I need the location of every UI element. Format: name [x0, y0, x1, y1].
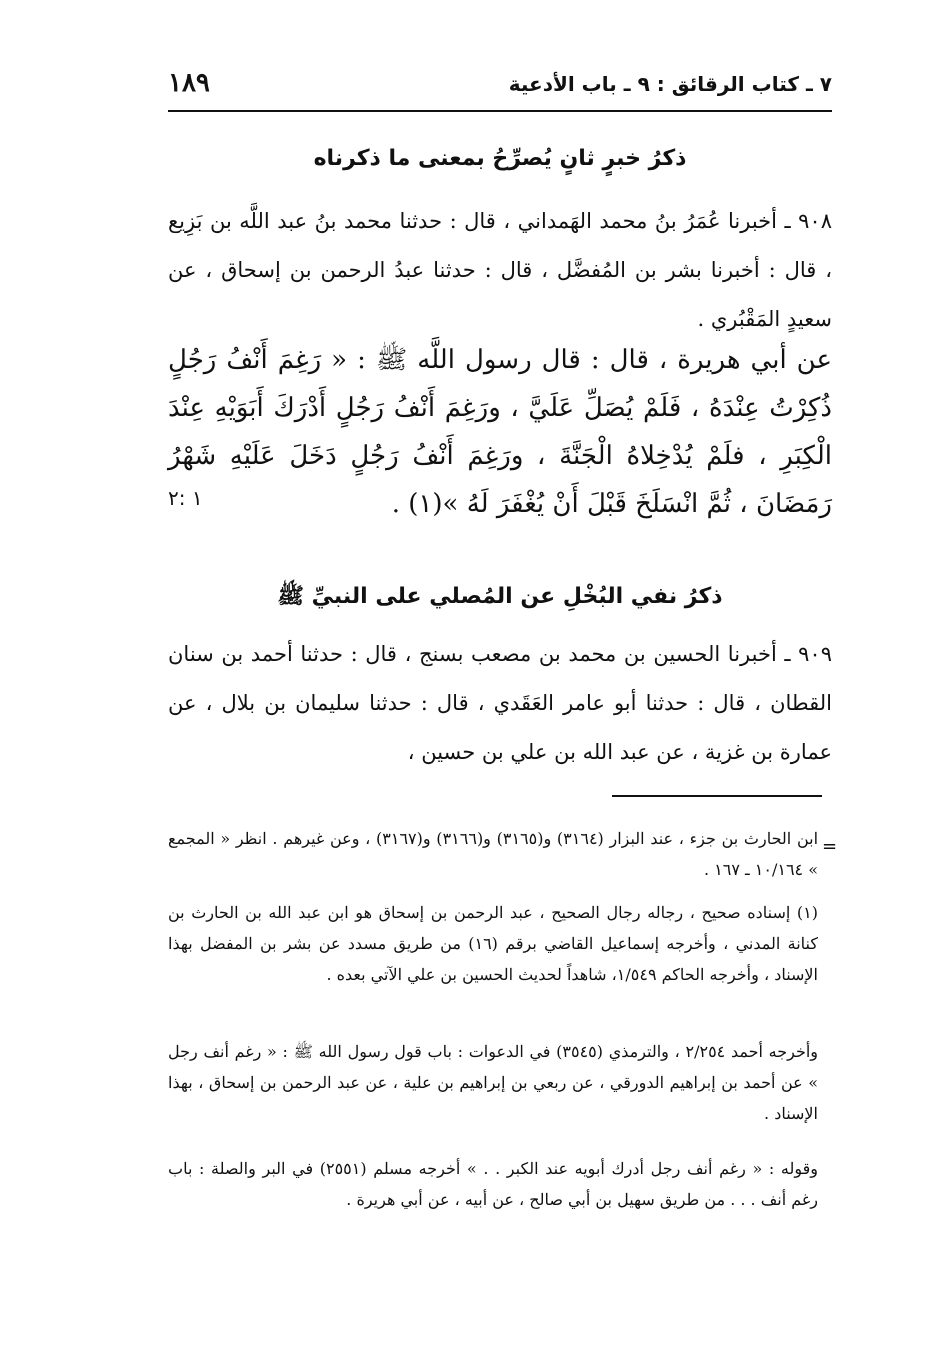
hadith-909-isnad: ٩٠٩ ـ أخبرنا الحسين بن محمد بن مصعب بسنج ، قال : حدثنا أحمد بن سنان القطان ، قال : حدثنا أبو عامر العَقَدي ، قال : حدثنا سليمان بن بلال ، عن عمارة بن غزية ، عن عبد الله بن علي بن حسين ، [168, 642, 832, 764]
hadith-908-matn: عن أبي هريرة ، قال : قال رسول اللَّه ﷺ : « رَغِمَ أَنْفُ رَجُلٍ ذُكِرْتُ عِنْدَهُ ، فَلَمْ يُصَلِّ عَلَيَّ ، ورَغِمَ أَنْفُ رَجُلٍ أَدْرَكَ أَبَوَيْهِ عِنْدَ الْكِبَرِ ، فلَمْ يُدْخِلاهُ الْجَنَّةَ ، ورَغِمَ أَنْفُ رَجُلٍ دَخَلَ عَلَيْهِ شَهْرُ رَمَضَانَ ، ثُمَّ انْسَلَخَ قَبْلَ أَنْ يُغْفَرَ لَهُ »(١) . [168, 345, 832, 519]
footnote-1-paragraph-2: وأخرجه أحمد ٢/٢٥٤ ، والترمذي (٣٥٤٥) في الدعوات : باب قول رسول الله ﷺ : « رغم أنف رجل » عن أحمد بن إبراهيم الدورقي ، عن ربعي بن إبراهيم بن علية ، عن عبد الرحمن بن إسحاق ، بهذا الإسناد . [168, 1042, 818, 1123]
footnote-1: (١) إسناده صحيح ، رجاله رجال الصحيح ، عبد الرحمن بن إسحاق هو ابن عبد الله بن الحارث بن كنانة المدني ، وأخرجه إسماعيل القاضي برقم (١٦) من طريق مسدد عن بشر بن المفضل بهذا الإسناد ، وأخرجه الحاكم ١/٥٤٩، شاهداً لحديث الحسين بن علي الآتي بعده . [168, 903, 819, 984]
margin-reference: ١ :٢ [168, 486, 203, 510]
footnote-continuation-mark: = [822, 836, 838, 857]
footnote-continuation: ابن الحارث بن جزء ، عند البزار (٣١٦٤) و(٣١٦٥) و(٣١٦٦) و(٣١٦٧) ، وعن غيرهم . انظر « المجمع » ١٠/١٦٤ ـ ١٦٧ . [168, 829, 819, 879]
page-number: ١٨٩ [168, 68, 210, 98]
footnote-rule [612, 795, 822, 797]
footnote-1-paragraph-3: وقوله : « رغم أنف رجل أدرك أبويه عند الكبر . . » أخرجه مسلم (٢٥٥١) في البر والصلة : باب رغم أنف . . . من طريق سهيل بن أبي صالح ، عن أبيه ، عن أبي هريرة . [168, 1159, 818, 1209]
header-rule [168, 110, 832, 112]
page-header [168, 68, 832, 108]
section-heading-909: ذكرُ نفي البُخْلِ عن المُصلي على النبيِّ ﷺ [277, 584, 723, 609]
section-heading-908: ذكرُ خبرٍ ثانٍ يُصرِّحُ بمعنى ما ذكرناه [313, 146, 687, 171]
hadith-908-isnad: ٩٠٨ ـ أخبرنا عُمَرُ بنُ محمد الهَمداني ، قال : حدثنا محمد بنُ عبد اللَّه بن بَزِيع ، قال : أخبرنا بشر بن المُفضَّل ، قال : حدثنا عبدُ الرحمن بن إسحاق ، عن سعيدٍ المَقْبُري . [168, 209, 832, 331]
running-head: ٧ ـ كتاب الرقائق : ٩ ـ باب الأدعية [508, 72, 832, 96]
